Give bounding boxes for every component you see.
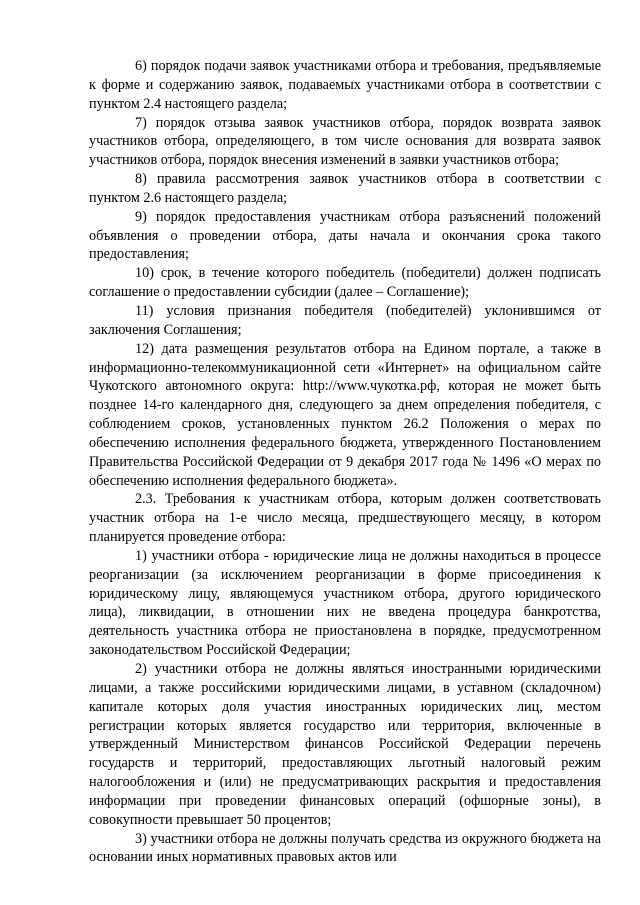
paragraph-requirement-3: 3) участники отбора не должны получать средства из окружного бюджета на основании иных нормативных правовых актов или: [89, 830, 601, 866]
paragraph-item-8: 8) правила рассмотрения заявок участников отбора в соответствии с пунктом 2.6 настоящего раздела;: [89, 171, 601, 206]
paragraph-item-10: 10) срок, в течение которого победитель (победители) должен подписать соглашение о предоставлении субсидии (далее – Соглашение);: [89, 265, 601, 301]
paragraph-item-9: 9) порядок предоставления участникам отбора разъяснений положений объявления о проведении отбора, даты начала и окончания срока такого предоставления;: [89, 208, 601, 263]
document-body: [89, 57, 601, 867]
paragraph-item-12: 12) дата размещения результатов отбора на Едином портале, а также в информационно-телекоммуникационной сети «Интернет» на официальном сайте Чукотского автономного округа: http://www.чукотка.рф, которая не может быть позднее 14-го календарного дня, следующего за днем определения победителя, с соблюдением сроков, установленных пунктом 26.2 Положения о мерах по обеспечению исполнения федерального бюджета, утвержденного Постановлением Правительства Российской Федерации от 9 декабря 2017 года № 1496 «О мерах по обеспечению исполнения федерального бюджета».: [89, 340, 601, 489]
paragraph-requirement-1: 1) участники отбора - юридические лица не должны находиться в процессе реорганизации (за исключением реорганизации в форме присоединения к юридическому лицу, являющемуся участником отбора, другого юридического лица), ликвидации, в отношении них не введена процедура банкротства, деятельность участника отбора не приостановлена в порядке, предусмотренном законодательством Российской Федерации;: [89, 547, 601, 659]
paragraph-item-6: 6) порядок подачи заявок участниками отбора и требования, предъявляемые к форме и содержанию заявок, подаваемых участниками отбора в соответствии с пунктом 2.4 настоящего раздела;: [89, 58, 601, 112]
paragraph-section-2-3: 2.3. Требования к участникам отбора, которым должен соответствовать участник отбора на 1-е число месяца, предшествующего месяцу, в котором планируется проведение отбора:: [89, 491, 601, 546]
paragraph-item-11: 11) условия признания победителя (победителей) уклонившимся от заключения Соглашения;: [89, 302, 601, 338]
paragraph-item-7: 7) порядок отзыва заявок участников отбора, порядок возврата заявок участников отбора, определяющего, в том числе основания для возврата заявок участников отбора, порядок внесения изменений в заявки участников отбора;: [89, 114, 601, 169]
paragraph-requirement-2: 2) участники отбора не должны являться иностранными юридическими лицами, а также российскими юридическими лицами, в уставном (складочном) капитале которых доля участия иностранных юридических лиц, местом регистрации которых является государство или территория, включенные в утвержденный Министерством финансов Российской Федерации перечень государств и территорий, предоставляющих льготный налоговый режим налогообложения и (или) не предусматривающих раскрытия и предоставления информации при проведении финансовых операций (офшорные зоны), в совокупности превышает 50 процентов;: [89, 661, 601, 828]
